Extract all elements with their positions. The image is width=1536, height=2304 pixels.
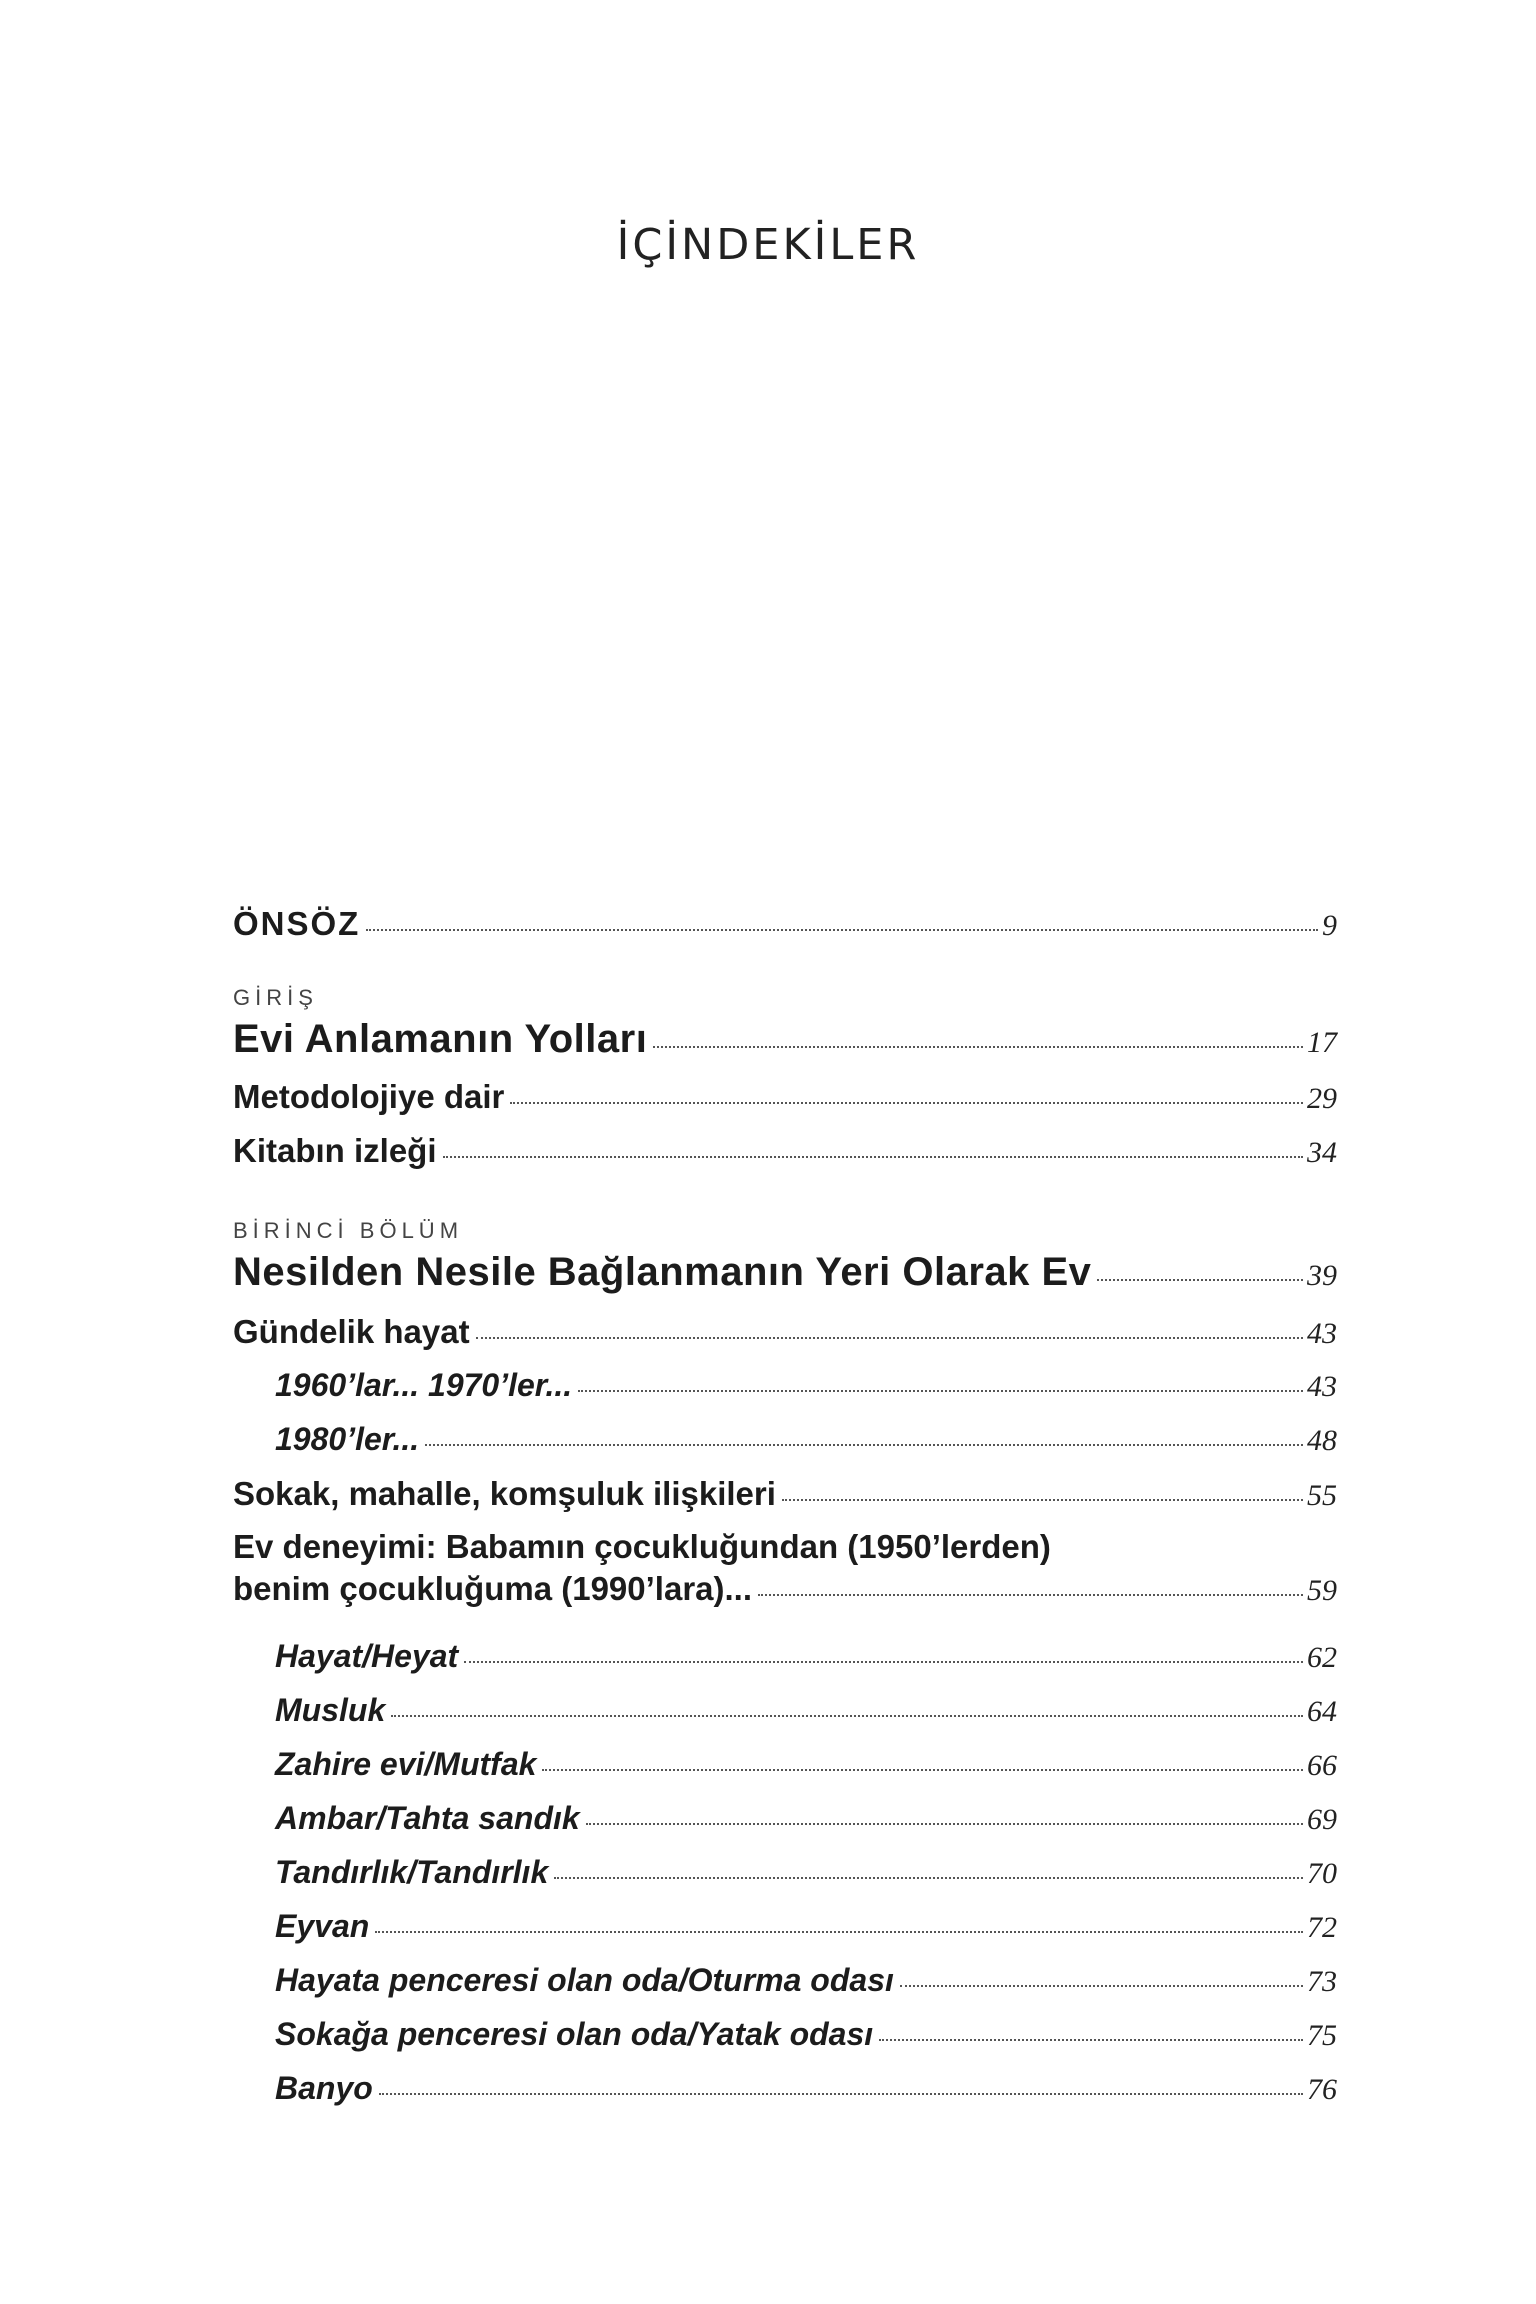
dot-leader xyxy=(366,929,1318,931)
dot-leader xyxy=(510,1102,1303,1104)
toc-subentry[interactable] xyxy=(275,1854,1337,1891)
toc-entry[interactable] xyxy=(233,1078,1337,1116)
dot-leader xyxy=(586,1823,1303,1825)
toc-entry-label: Gündelik hayat xyxy=(233,1313,470,1350)
toc-page-number: 9 xyxy=(1322,909,1337,942)
section-kicker-giris: GİRİŞ xyxy=(233,985,318,1010)
toc-subentry[interactable] xyxy=(275,1746,1337,1783)
toc-page-number: 64 xyxy=(1307,1695,1337,1728)
toc-entry-label: Eyvan xyxy=(275,1908,370,1944)
dot-leader xyxy=(542,1769,1303,1771)
dot-leader xyxy=(879,2039,1303,2041)
toc-entry-label: Evi Anlamanın Yolları xyxy=(233,1017,648,1061)
toc-page-number: 62 xyxy=(1307,1641,1337,1674)
toc-subentry[interactable] xyxy=(275,1692,1337,1729)
dot-leader xyxy=(758,1594,1303,1596)
toc-entry-label: Zahire evi/Mutfak xyxy=(275,1746,537,1782)
toc-subentry[interactable] xyxy=(275,1367,1337,1404)
toc-entry[interactable] xyxy=(233,1132,1337,1170)
toc-subentry[interactable] xyxy=(275,1421,1337,1458)
toc-page-number: 72 xyxy=(1307,1911,1337,1944)
toc-part-heading-giris[interactable] xyxy=(233,1017,1337,1062)
toc-subentry[interactable] xyxy=(275,2016,1337,2053)
dot-leader xyxy=(375,1931,1303,1933)
toc-page-number: 75 xyxy=(1307,2019,1337,2052)
toc-entry-label: Kitabın izleği xyxy=(233,1132,437,1169)
toc-page-number: 59 xyxy=(1307,1574,1337,1607)
toc-subentry[interactable] xyxy=(275,1962,1337,1999)
toc-entry-label: Hayat/Heyat xyxy=(275,1638,459,1674)
toc-entry-label: Banyo xyxy=(275,2070,373,2106)
toc-entry-label: ÖNSÖZ xyxy=(233,905,361,942)
toc-page-number: 70 xyxy=(1307,1857,1337,1890)
toc-page-number: 76 xyxy=(1307,2073,1337,2106)
toc-page-number: 43 xyxy=(1307,1370,1337,1403)
dot-leader xyxy=(464,1661,1303,1663)
toc-entry-label: Metodolojiye dair xyxy=(233,1078,505,1115)
toc-entry-label: 1960’lar... 1970’ler... xyxy=(275,1367,573,1403)
toc-subentry[interactable] xyxy=(275,2070,1337,2107)
toc-entry[interactable] xyxy=(233,1475,1337,1513)
dot-leader xyxy=(476,1337,1303,1339)
dot-leader xyxy=(1097,1279,1303,1281)
section-kicker-birinci-bolum: BİRİNCİ BÖLÜM xyxy=(233,1218,464,1243)
toc-entry-label: 1980’ler... xyxy=(275,1421,420,1457)
dot-leader xyxy=(443,1156,1303,1158)
toc-entry-label: Musluk xyxy=(275,1692,386,1728)
toc-entry-label: Nesilden Nesile Bağlanmanın Yeri Olarak Ev xyxy=(233,1250,1092,1294)
toc-page-number: 69 xyxy=(1307,1803,1337,1836)
dot-leader xyxy=(653,1046,1303,1048)
toc-page-number: 17 xyxy=(1307,1026,1337,1059)
toc-page-number: 34 xyxy=(1307,1136,1337,1169)
toc-page-number: 43 xyxy=(1307,1317,1337,1350)
dot-leader xyxy=(391,1715,1303,1717)
toc-page-number: 66 xyxy=(1307,1749,1337,1782)
toc-subentry[interactable] xyxy=(275,1638,1337,1675)
toc-part-heading-birinci-bolum[interactable] xyxy=(233,1250,1337,1295)
dot-leader xyxy=(425,1444,1303,1446)
dot-leader xyxy=(578,1390,1303,1392)
toc-entry-ev-deneyimi[interactable] xyxy=(233,1528,1337,1607)
toc-entry-label-line1: Ev deneyimi: Babamın çocukluğundan (1950’lerden) xyxy=(233,1528,1051,1565)
dot-leader xyxy=(554,1877,1303,1879)
toc-page-number: 39 xyxy=(1307,1259,1337,1292)
dot-leader xyxy=(900,1985,1303,1987)
toc-page-number: 73 xyxy=(1307,1965,1337,1998)
toc-entry-label: Tandırlık/Tandırlık xyxy=(275,1854,549,1890)
toc-subentry[interactable] xyxy=(275,1908,1337,1945)
toc-entry[interactable] xyxy=(233,1313,1337,1351)
page-title: İÇİNDEKİLER xyxy=(616,220,920,270)
toc-entry-line2 xyxy=(233,1570,1337,1608)
toc-entry-label-line2: benim çocukluğuma (1990’lara)... xyxy=(233,1570,753,1607)
toc-entry-label: Hayata penceresi olan oda/Oturma odası xyxy=(275,1962,894,1998)
toc-page-number: 55 xyxy=(1307,1479,1337,1512)
dot-leader xyxy=(782,1499,1303,1501)
toc-entry-label: Ambar/Tahta sandık xyxy=(275,1800,580,1836)
toc-entry-label: Sokak, mahalle, komşuluk ilişkileri xyxy=(233,1475,776,1512)
dot-leader xyxy=(379,2093,1303,2095)
toc-entry-label: Sokağa penceresi olan oda/Yatak odası xyxy=(275,2016,874,2052)
toc-entry-onsoz[interactable] xyxy=(233,905,1337,943)
toc-page-number: 48 xyxy=(1307,1424,1337,1457)
toc-subentry[interactable] xyxy=(275,1800,1337,1837)
toc-page-number: 29 xyxy=(1307,1082,1337,1115)
